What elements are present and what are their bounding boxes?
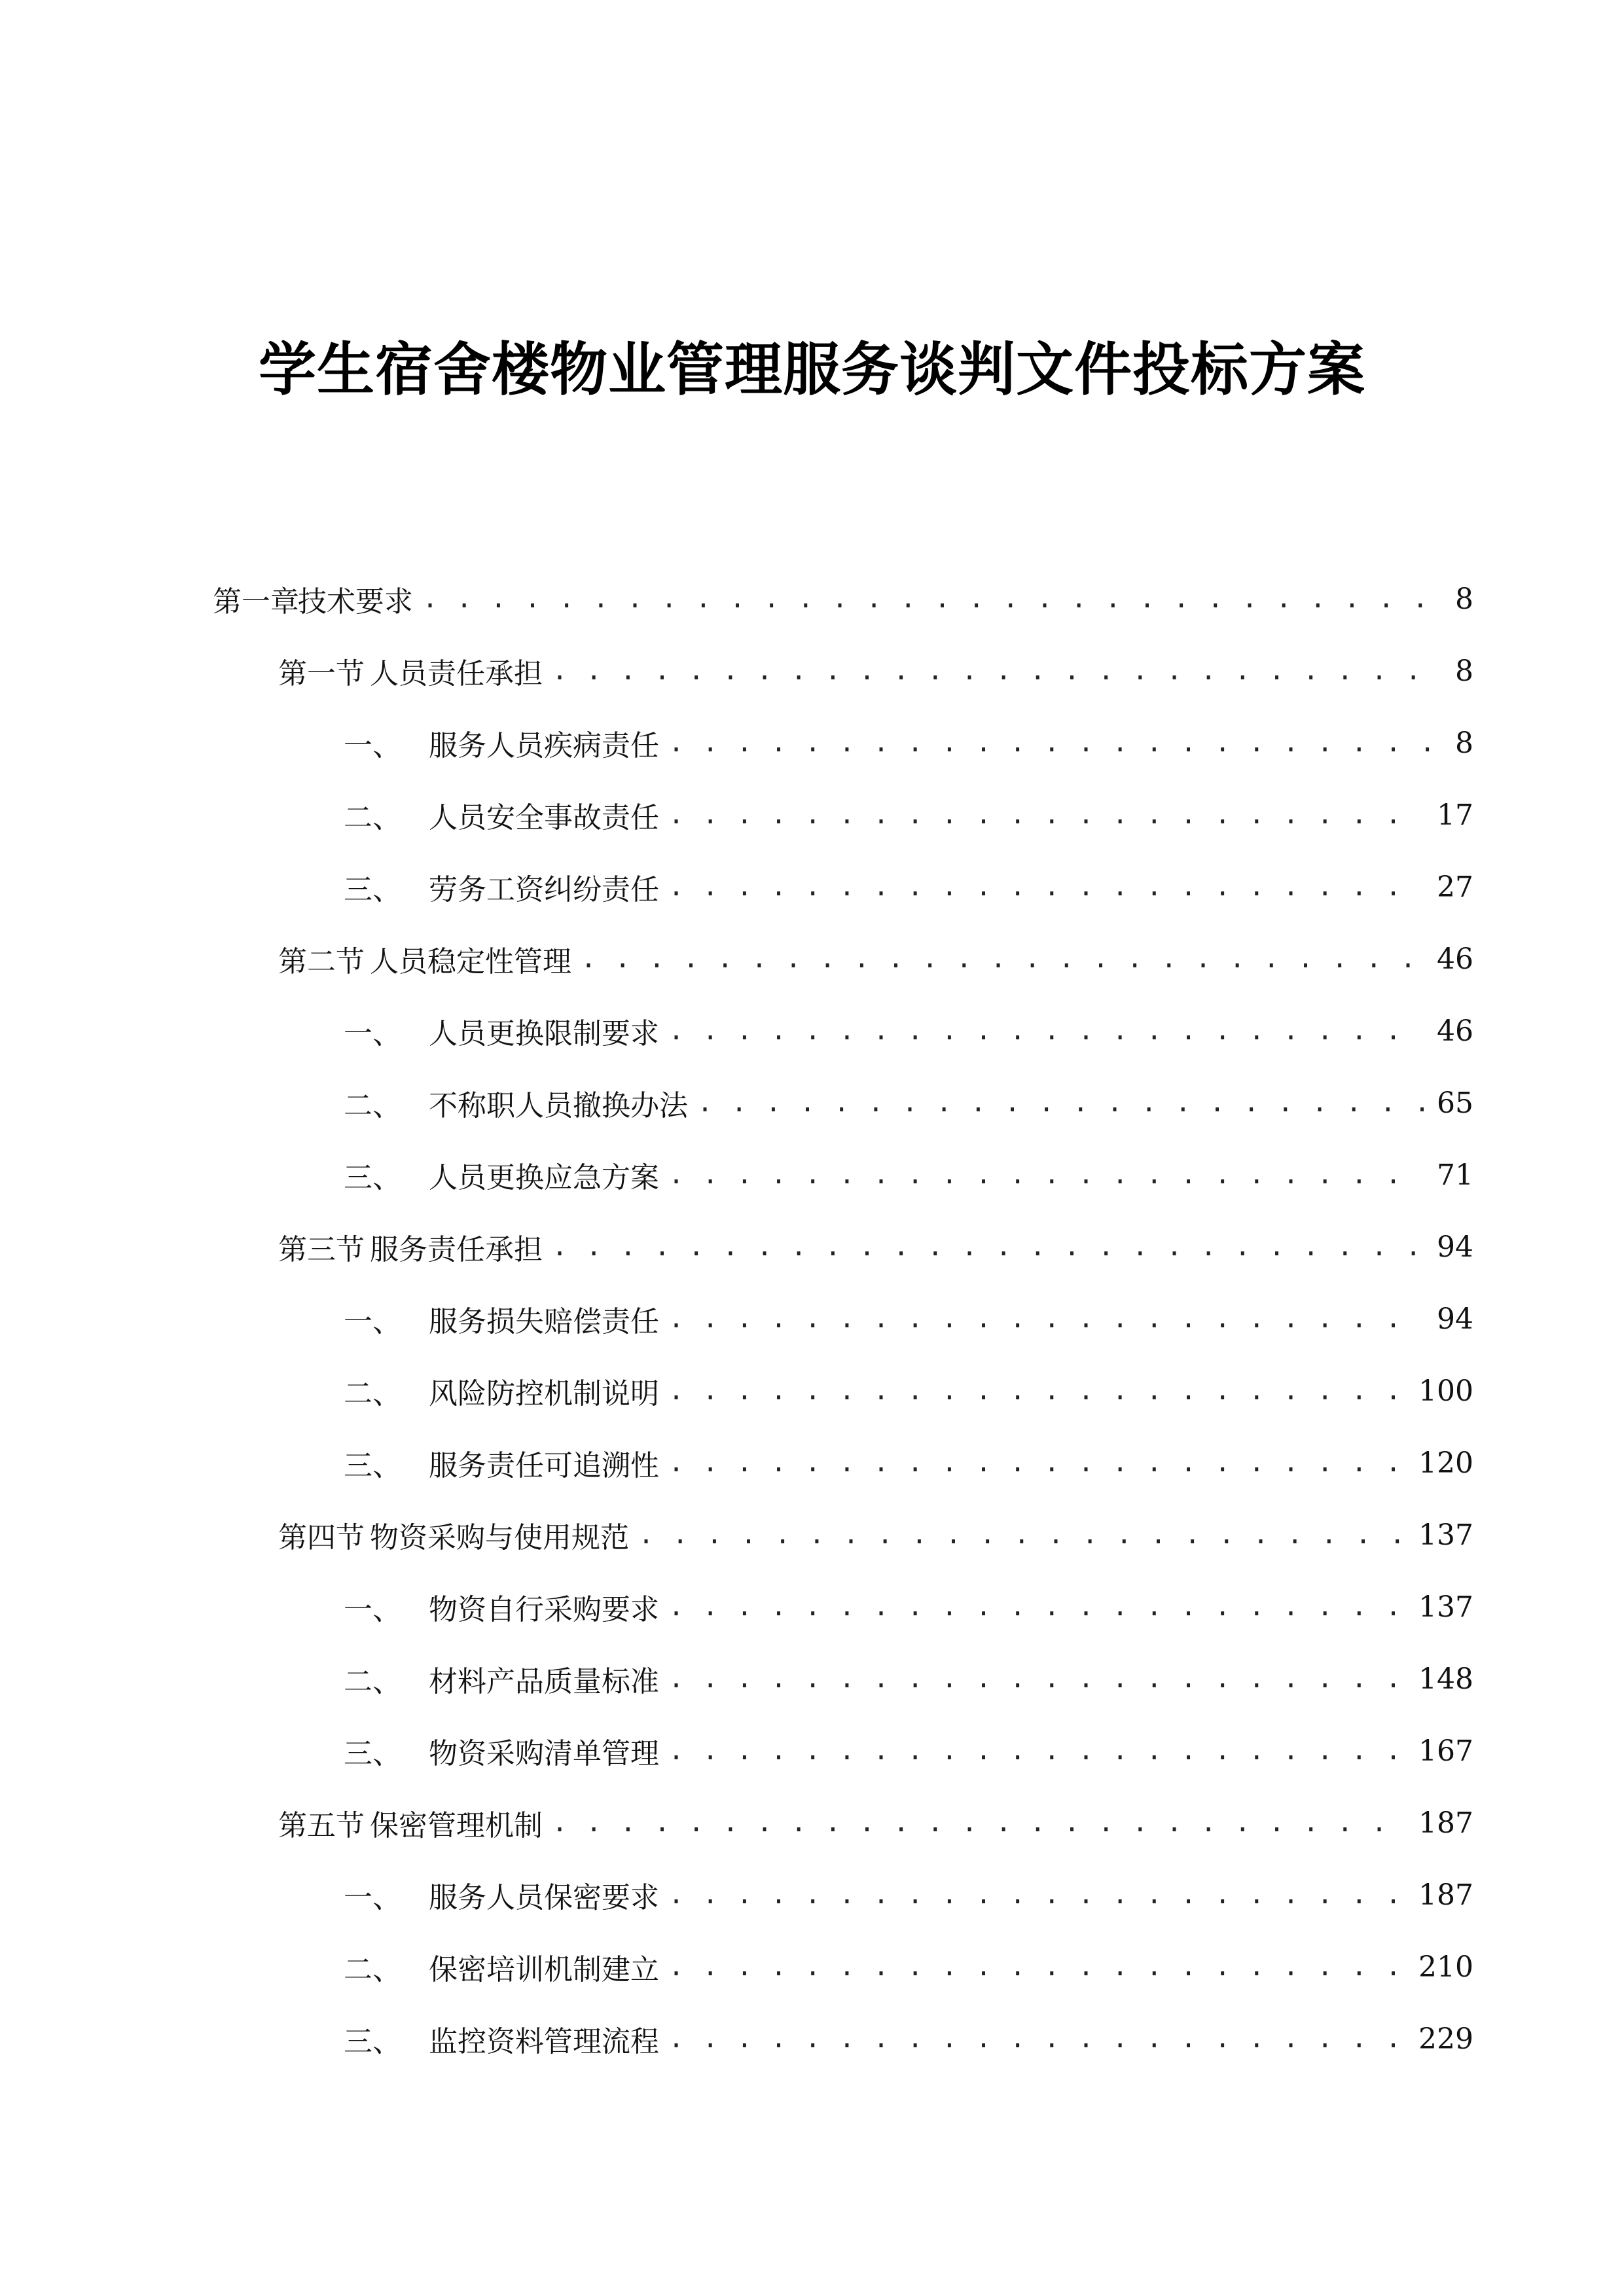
toc-entry-number: 一、 xyxy=(344,729,401,762)
toc-entry-subsection[interactable] xyxy=(344,1433,1473,1492)
toc-dot-leader xyxy=(668,1001,1425,1060)
toc-dot-leader xyxy=(668,1937,1407,1996)
toc-entry-label: 物资采购与使用规范 xyxy=(370,1521,629,1554)
toc-entry-number: 三、 xyxy=(344,1737,401,1770)
toc-entry-number: 三、 xyxy=(344,2025,401,2058)
toc-entry-label: 技术要求 xyxy=(298,585,413,619)
toc-entry-number: 三、 xyxy=(344,873,401,906)
toc-entry-page: 8 xyxy=(1455,654,1473,688)
toc-entry-subsection[interactable] xyxy=(344,1145,1473,1204)
toc-entry-subsection[interactable] xyxy=(344,1073,1473,1132)
toc-entry-number: 二、 xyxy=(344,1089,401,1122)
toc-entry-label: 不称职人员撤换办法 xyxy=(429,1089,688,1122)
toc-dot-leader xyxy=(552,1217,1425,1276)
toc-entry-page: 120 xyxy=(1418,1446,1473,1480)
document-title: 学生宿舍楼物业管理服务谈判文件投标方案 xyxy=(258,336,1365,403)
toc-entry-subsection[interactable] xyxy=(344,1865,1473,1924)
toc-dot-leader xyxy=(668,1865,1407,1924)
toc-entry-section[interactable] xyxy=(278,641,1473,700)
toc-entry-page: 210 xyxy=(1418,1950,1473,1984)
toc-entry-subsection[interactable] xyxy=(344,1001,1473,1060)
toc-entry-subsection[interactable] xyxy=(344,857,1473,916)
toc-dot-leader xyxy=(638,1505,1407,1564)
toc-entry-section[interactable] xyxy=(278,1793,1473,1852)
toc-entry-label: 监控资料管理流程 xyxy=(429,2025,659,2058)
toc-entry-number: 一、 xyxy=(344,1593,401,1626)
toc-entry-label: 风险防控机制说明 xyxy=(429,1377,659,1410)
toc-entry-subsection[interactable] xyxy=(344,1289,1473,1348)
toc-dot-leader xyxy=(668,1649,1407,1708)
toc-entry-number: 第三节 xyxy=(278,1233,365,1266)
toc-entry-number: 三、 xyxy=(344,1161,401,1194)
toc-entry-label: 人员更换应急方案 xyxy=(429,1161,659,1194)
toc-entry-page: 137 xyxy=(1418,1518,1473,1552)
toc-entry-label: 人员责任承担 xyxy=(370,657,543,691)
toc-entry-label: 服务责任可追溯性 xyxy=(429,1449,659,1482)
toc-entry-number: 三、 xyxy=(344,1449,401,1482)
toc-dot-leader xyxy=(668,857,1425,916)
toc-entry-label: 物资采购清单管理 xyxy=(429,1737,659,1770)
toc-entry-label: 保密管理机制 xyxy=(370,1809,543,1842)
toc-entry-number: 一、 xyxy=(344,1881,401,1914)
toc-entry-page: 148 xyxy=(1418,1662,1473,1696)
toc-entry-page: 8 xyxy=(1455,726,1473,760)
toc-entry-page: 187 xyxy=(1418,1878,1473,1912)
toc-dot-leader xyxy=(668,1577,1407,1636)
toc-entry-subsection[interactable] xyxy=(344,713,1473,772)
toc-dot-leader xyxy=(581,929,1425,988)
toc-entry-page: 94 xyxy=(1437,1302,1473,1336)
toc-entry-label: 服务人员保密要求 xyxy=(429,1881,659,1914)
toc-dot-leader xyxy=(668,2009,1407,2068)
toc-entry-label: 材料产品质量标准 xyxy=(429,1665,659,1698)
toc-entry-page: 27 xyxy=(1437,870,1473,904)
toc-entry-chapter[interactable] xyxy=(213,569,1473,628)
toc-entry-subsection[interactable] xyxy=(344,1577,1473,1636)
toc-entry-number: 二、 xyxy=(344,1953,401,1986)
toc-dot-leader xyxy=(668,1361,1407,1420)
toc-entry-page: 71 xyxy=(1437,1158,1473,1192)
toc-dot-leader xyxy=(552,641,1435,700)
toc-entry-label: 人员安全事故责任 xyxy=(429,801,659,834)
toc-dot-leader xyxy=(668,785,1425,844)
toc-entry-number: 一、 xyxy=(344,1305,401,1338)
toc-entry-number: 第二节 xyxy=(278,945,365,978)
toc-entry-subsection[interactable] xyxy=(344,1721,1473,1780)
toc-entry-number: 二、 xyxy=(344,1665,401,1698)
toc-entry-number: 二、 xyxy=(344,1377,401,1410)
toc-entry-label: 人员稳定性管理 xyxy=(370,945,571,978)
toc-entry-subsection[interactable] xyxy=(344,1649,1473,1708)
toc-entry-section[interactable] xyxy=(278,1505,1473,1564)
toc-entry-label: 劳务工资纠纷责任 xyxy=(429,873,659,906)
toc-dot-leader xyxy=(668,1145,1425,1204)
toc-entry-page: 187 xyxy=(1418,1806,1473,1840)
toc-dot-leader xyxy=(422,569,1435,628)
toc-entry-label: 服务人员疾病责任 xyxy=(429,729,659,762)
toc-entry-number: 二、 xyxy=(344,801,401,834)
toc-entry-page: 100 xyxy=(1418,1374,1473,1408)
toc-dot-leader xyxy=(668,1289,1425,1348)
toc-entry-label: 服务损失赔偿责任 xyxy=(429,1305,659,1338)
toc-entry-section[interactable] xyxy=(278,1217,1473,1276)
toc-entry-page: 229 xyxy=(1418,2022,1473,2056)
toc-entry-subsection[interactable] xyxy=(344,2009,1473,2068)
toc-entry-page: 94 xyxy=(1437,1230,1473,1264)
toc-dot-leader xyxy=(668,1433,1407,1492)
toc-dot-leader xyxy=(552,1793,1407,1852)
toc-entry-page: 17 xyxy=(1437,798,1473,832)
toc-entry-label: 物资自行采购要求 xyxy=(429,1593,659,1626)
toc-entry-page: 8 xyxy=(1455,582,1473,616)
toc-entry-section[interactable] xyxy=(278,929,1473,988)
toc-entry-number: 第一节 xyxy=(278,657,365,691)
toc-entry-label: 服务责任承担 xyxy=(370,1233,543,1266)
toc-entry-subsection[interactable] xyxy=(344,1361,1473,1420)
toc-entry-page: 137 xyxy=(1418,1590,1473,1624)
toc-entry-page: 167 xyxy=(1418,1734,1473,1768)
toc-entry-number: 第四节 xyxy=(278,1521,365,1554)
toc-entry-number: 一、 xyxy=(344,1017,401,1050)
toc-dot-leader xyxy=(668,1721,1407,1780)
toc-entry-page: 65 xyxy=(1437,1086,1473,1120)
toc-dot-leader xyxy=(697,1073,1425,1132)
toc-entry-label: 保密培训机制建立 xyxy=(429,1953,659,1986)
toc-entry-page: 46 xyxy=(1437,1014,1473,1048)
toc-entry-subsection[interactable] xyxy=(344,785,1473,844)
toc-entry-subsection[interactable] xyxy=(344,1937,1473,1996)
toc-entry-label: 人员更换限制要求 xyxy=(429,1017,659,1050)
toc-entry-number: 第五节 xyxy=(278,1809,365,1842)
toc-entry-number: 第一章 xyxy=(213,585,299,619)
toc-dot-leader xyxy=(668,713,1435,772)
toc-entry-page: 46 xyxy=(1437,942,1473,976)
